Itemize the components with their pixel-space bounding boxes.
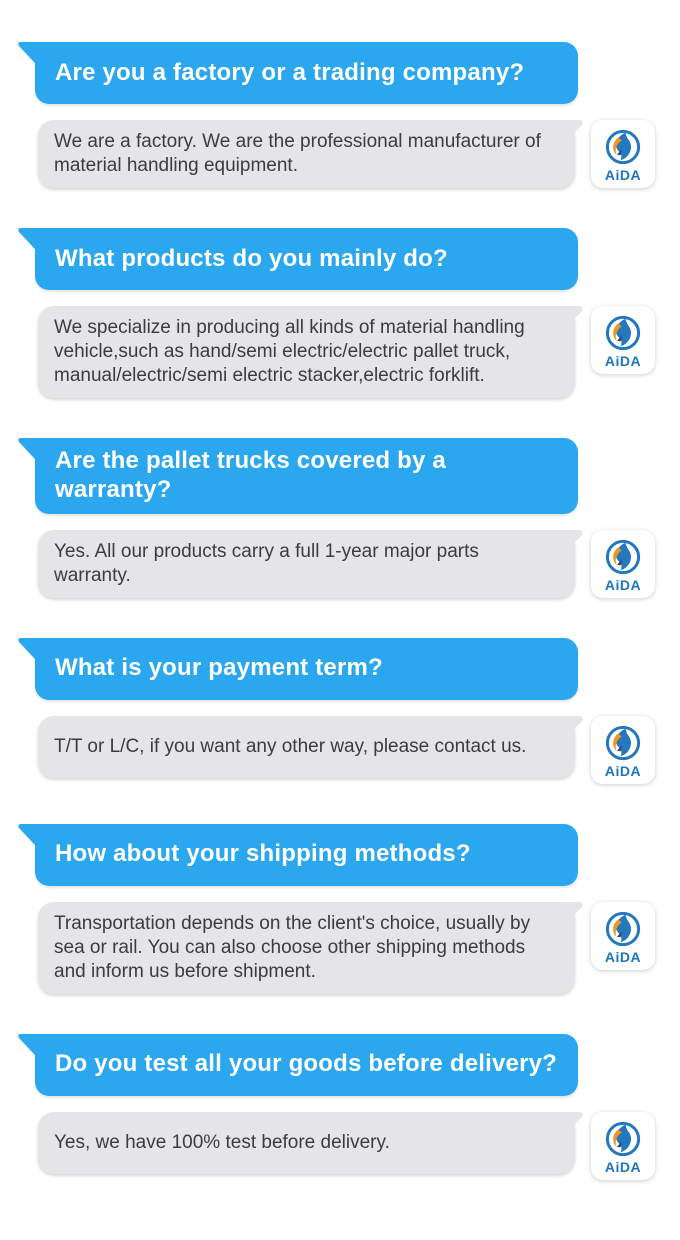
question-text: What products do you mainly do? (55, 244, 448, 272)
brand-card (591, 1112, 655, 1180)
answer-bubble-tail-icon (558, 902, 584, 932)
brand-card (591, 902, 655, 970)
answer-row (38, 902, 655, 994)
brand-wordmark: AiDA (604, 167, 642, 183)
answer-row (38, 530, 655, 598)
brand-card (591, 306, 655, 374)
brand-card (591, 716, 655, 784)
answer-bubble (38, 1112, 575, 1174)
question-bubble (35, 228, 578, 290)
question-bubble (35, 824, 578, 886)
aida-logo-icon (605, 129, 641, 165)
answer-bubble (38, 716, 575, 778)
answer-text: T/T or L/C, if you want any other way, please contact us. (54, 735, 527, 757)
question-text: Are you a factory or a trading company? (55, 58, 525, 86)
answer-bubble (38, 902, 575, 994)
answer-row (38, 1112, 655, 1180)
qa-item (0, 438, 680, 598)
aida-logo-icon (605, 1121, 641, 1157)
answer-text: We are a factory. We are the professional manufacturer of material handling equipment. (54, 131, 541, 176)
question-bubble (35, 1034, 578, 1096)
answer-bubble (38, 120, 575, 188)
question-bubble-tail-icon (17, 824, 47, 858)
question-bubble-tail-icon (17, 638, 47, 672)
answer-text: Yes, we have 100% test before delivery. (54, 1131, 390, 1153)
brand-wordmark: AiDA (604, 576, 642, 593)
question-text: Do you test all your goods before delivery? (55, 1050, 558, 1078)
aida-logo-icon (605, 315, 641, 351)
brand-wordmark: AiDA (604, 948, 642, 965)
answer-row (38, 120, 655, 188)
qa-item (0, 42, 680, 188)
question-bubble-tail-icon (17, 1034, 47, 1068)
brand-card (591, 530, 655, 598)
answer-bubble (38, 306, 575, 398)
answer-bubble-tail-icon (558, 306, 584, 336)
aida-logo-icon (605, 911, 641, 947)
question-bubble-tail-icon (17, 42, 47, 76)
brand-wordmark: AiDA (604, 762, 642, 779)
answer-text: We specialize in producing all kinds of material handling vehicle,such as hand/semi electric/electric pallet truck, manual/electric/semi electric stacker,electric forklift. (54, 317, 525, 386)
question-bubble-tail-icon (17, 228, 47, 262)
answer-row (38, 306, 655, 398)
qa-item (0, 824, 680, 994)
question-text: How about your shipping methods? (55, 840, 471, 868)
question-text: What is your payment term? (55, 654, 383, 682)
answer-bubble-tail-icon (558, 120, 584, 150)
question-bubble (35, 638, 578, 700)
question-bubble (35, 42, 578, 104)
answer-text: Yes. All our products carry a full 1-year major parts warranty. (54, 540, 479, 586)
answer-bubble (38, 530, 575, 598)
aida-logo-icon (605, 539, 641, 575)
answer-bubble-tail-icon (558, 530, 584, 560)
brand-wordmark: AiDA (604, 1158, 642, 1175)
brand-card (591, 120, 655, 188)
question-text: Are the pallet trucks covered by a warranty? (55, 447, 446, 503)
qa-item (0, 1034, 680, 1180)
question-bubble (35, 438, 578, 514)
answer-row (38, 716, 655, 784)
answer-text: Transportation depends on the client's choice, usually by sea or rail. You can also choose other shipping methods and inform us before shipment. (54, 912, 531, 982)
question-bubble-tail-icon (17, 438, 47, 472)
qa-item (0, 638, 680, 784)
aida-logo-icon (605, 725, 641, 761)
answer-bubble-tail-icon (558, 716, 584, 746)
brand-wordmark: AiDA (604, 353, 642, 369)
qa-item (0, 228, 680, 398)
answer-bubble-tail-icon (558, 1112, 584, 1142)
